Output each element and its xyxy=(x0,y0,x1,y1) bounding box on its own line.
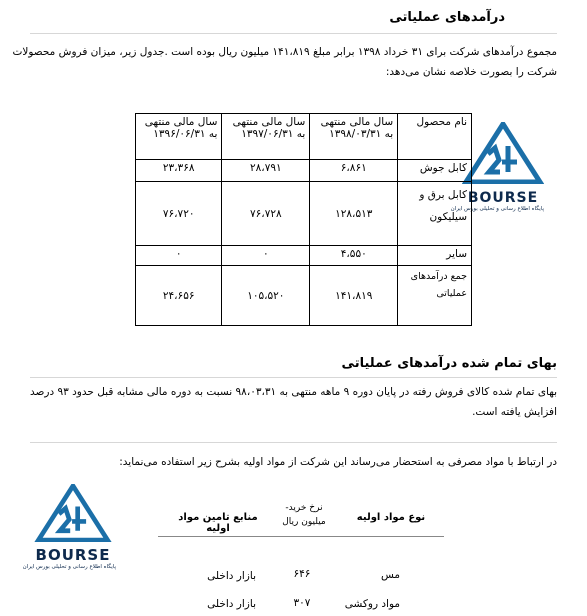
cell-value: ۷۶،۷۲۸ xyxy=(222,182,310,246)
table-row-total xyxy=(136,266,472,326)
cell-value: ۲۴،۶۵۶ xyxy=(136,266,222,326)
cell-value: ۴،۵۵۰ xyxy=(310,246,398,266)
cell-value: ۱۲۸،۵۱۳ xyxy=(310,182,398,246)
material-rate-cell: ۶۴۶ xyxy=(293,568,311,580)
logo-wordmark: BOURSE xyxy=(467,190,539,206)
section-title-revenue: درآمدهای عملیاتی xyxy=(389,10,505,25)
bourse-logo xyxy=(450,122,544,212)
bourse-logo-mark-icon xyxy=(30,484,116,542)
cost-paragraph-line1: بهای تمام شده کالای فروش رفته در پایان دوره ۹ ماهه منتهی به ۹۸،۰۳،۳۱ نسبت به دوره مالی مشابه قبل حدود ۹۳ درصد xyxy=(30,386,557,398)
cell-product: سایر xyxy=(398,246,472,266)
bourse-logo-mark-icon xyxy=(462,122,544,184)
revenue-paragraph xyxy=(12,42,557,82)
cell-value: ۱۴۱،۸۱۹ xyxy=(310,266,398,326)
logo-wordmark: BOURSE xyxy=(35,546,111,564)
header-rate-line2: میلیون ریال xyxy=(282,517,326,527)
materials-intro: در ارتباط با مواد مصرفی به استحضار می‌رساند این شرکت از مواد اولیه بشرح زیر استفاده می‌نماید: xyxy=(119,456,557,468)
header-fy1396: سال مالی منتهی به ۱۳۹۶/۰۶/۳۱ xyxy=(136,114,222,160)
cell-value: ۶،۸۶۱ xyxy=(310,160,398,182)
revenue-paragraph-line2: شرکت را بصورت خلاصه نشان می‌دهد: xyxy=(385,66,557,78)
header-supply-source: منابع تامین مواد اولیه xyxy=(178,512,258,534)
cell-value: ۷۶،۷۲۰ xyxy=(136,182,222,246)
material-rate-cell: ۳۰۷ xyxy=(293,597,311,609)
cell-product: کابل برق و سیلیکون xyxy=(398,182,472,246)
header-product: نام محصول xyxy=(398,114,472,160)
material-type-cell: مس xyxy=(380,569,400,581)
bourse-logo xyxy=(22,484,116,570)
table-header-row xyxy=(136,114,472,160)
revenue-table xyxy=(135,113,472,326)
header-rate-line1: نرخ خرید- xyxy=(285,503,323,513)
cell-product: جمع درآمدهای عملیاتی xyxy=(398,266,472,326)
divider xyxy=(30,377,557,378)
material-type-cell: مواد روکشی xyxy=(344,598,400,610)
table-row xyxy=(136,160,472,182)
section-title-cost: بهای تمام شده درآمدهای عملیاتی xyxy=(341,356,557,371)
revenue-paragraph-line1: مجموع درآمدهای شرکت برای ۳۱ خرداد ۱۳۹۸ برابر مبلغ ۱۴۱،۸۱۹ میلیون ریال بوده است .جدول زیر، میزان فروش محصولات xyxy=(12,46,557,58)
divider xyxy=(30,442,557,443)
table-row xyxy=(136,182,472,246)
header-material-type: نوع مواد اولیه xyxy=(356,512,426,523)
cell-value: ۲۸،۷۹۱ xyxy=(222,160,310,182)
cost-paragraph-line2: افزایش یافته است. xyxy=(472,406,557,418)
header-purchase-rate xyxy=(272,501,336,529)
cell-value: ۰ xyxy=(136,246,222,266)
header-fy1398: سال مالی منتهی به ۱۳۹۸/۰۳/۳۱ xyxy=(310,114,398,160)
cell-value: ۱۰۵،۵۲۰ xyxy=(222,266,310,326)
logo-tagline: پایگاه اطلاع رسانی و تحلیلی بورس ایران xyxy=(22,564,116,570)
cell-value: ۲۳،۳۶۸ xyxy=(136,160,222,182)
cost-paragraph xyxy=(17,382,557,422)
divider xyxy=(30,33,557,34)
material-source-cell: بازار داخلی xyxy=(207,598,256,610)
header-fy1397: سال مالی منتهی به ۱۳۹۷/۰۶/۳۱ xyxy=(222,114,310,160)
table-row xyxy=(136,246,472,266)
materials-header-divider xyxy=(158,536,444,537)
material-source-cell: بازار داخلی xyxy=(207,570,256,582)
cell-product: کابل جوش xyxy=(398,160,472,182)
logo-tagline: پایگاه اطلاع رسانی و تحلیلی بورس ایران xyxy=(450,206,544,212)
cell-value: ۰ xyxy=(222,246,310,266)
